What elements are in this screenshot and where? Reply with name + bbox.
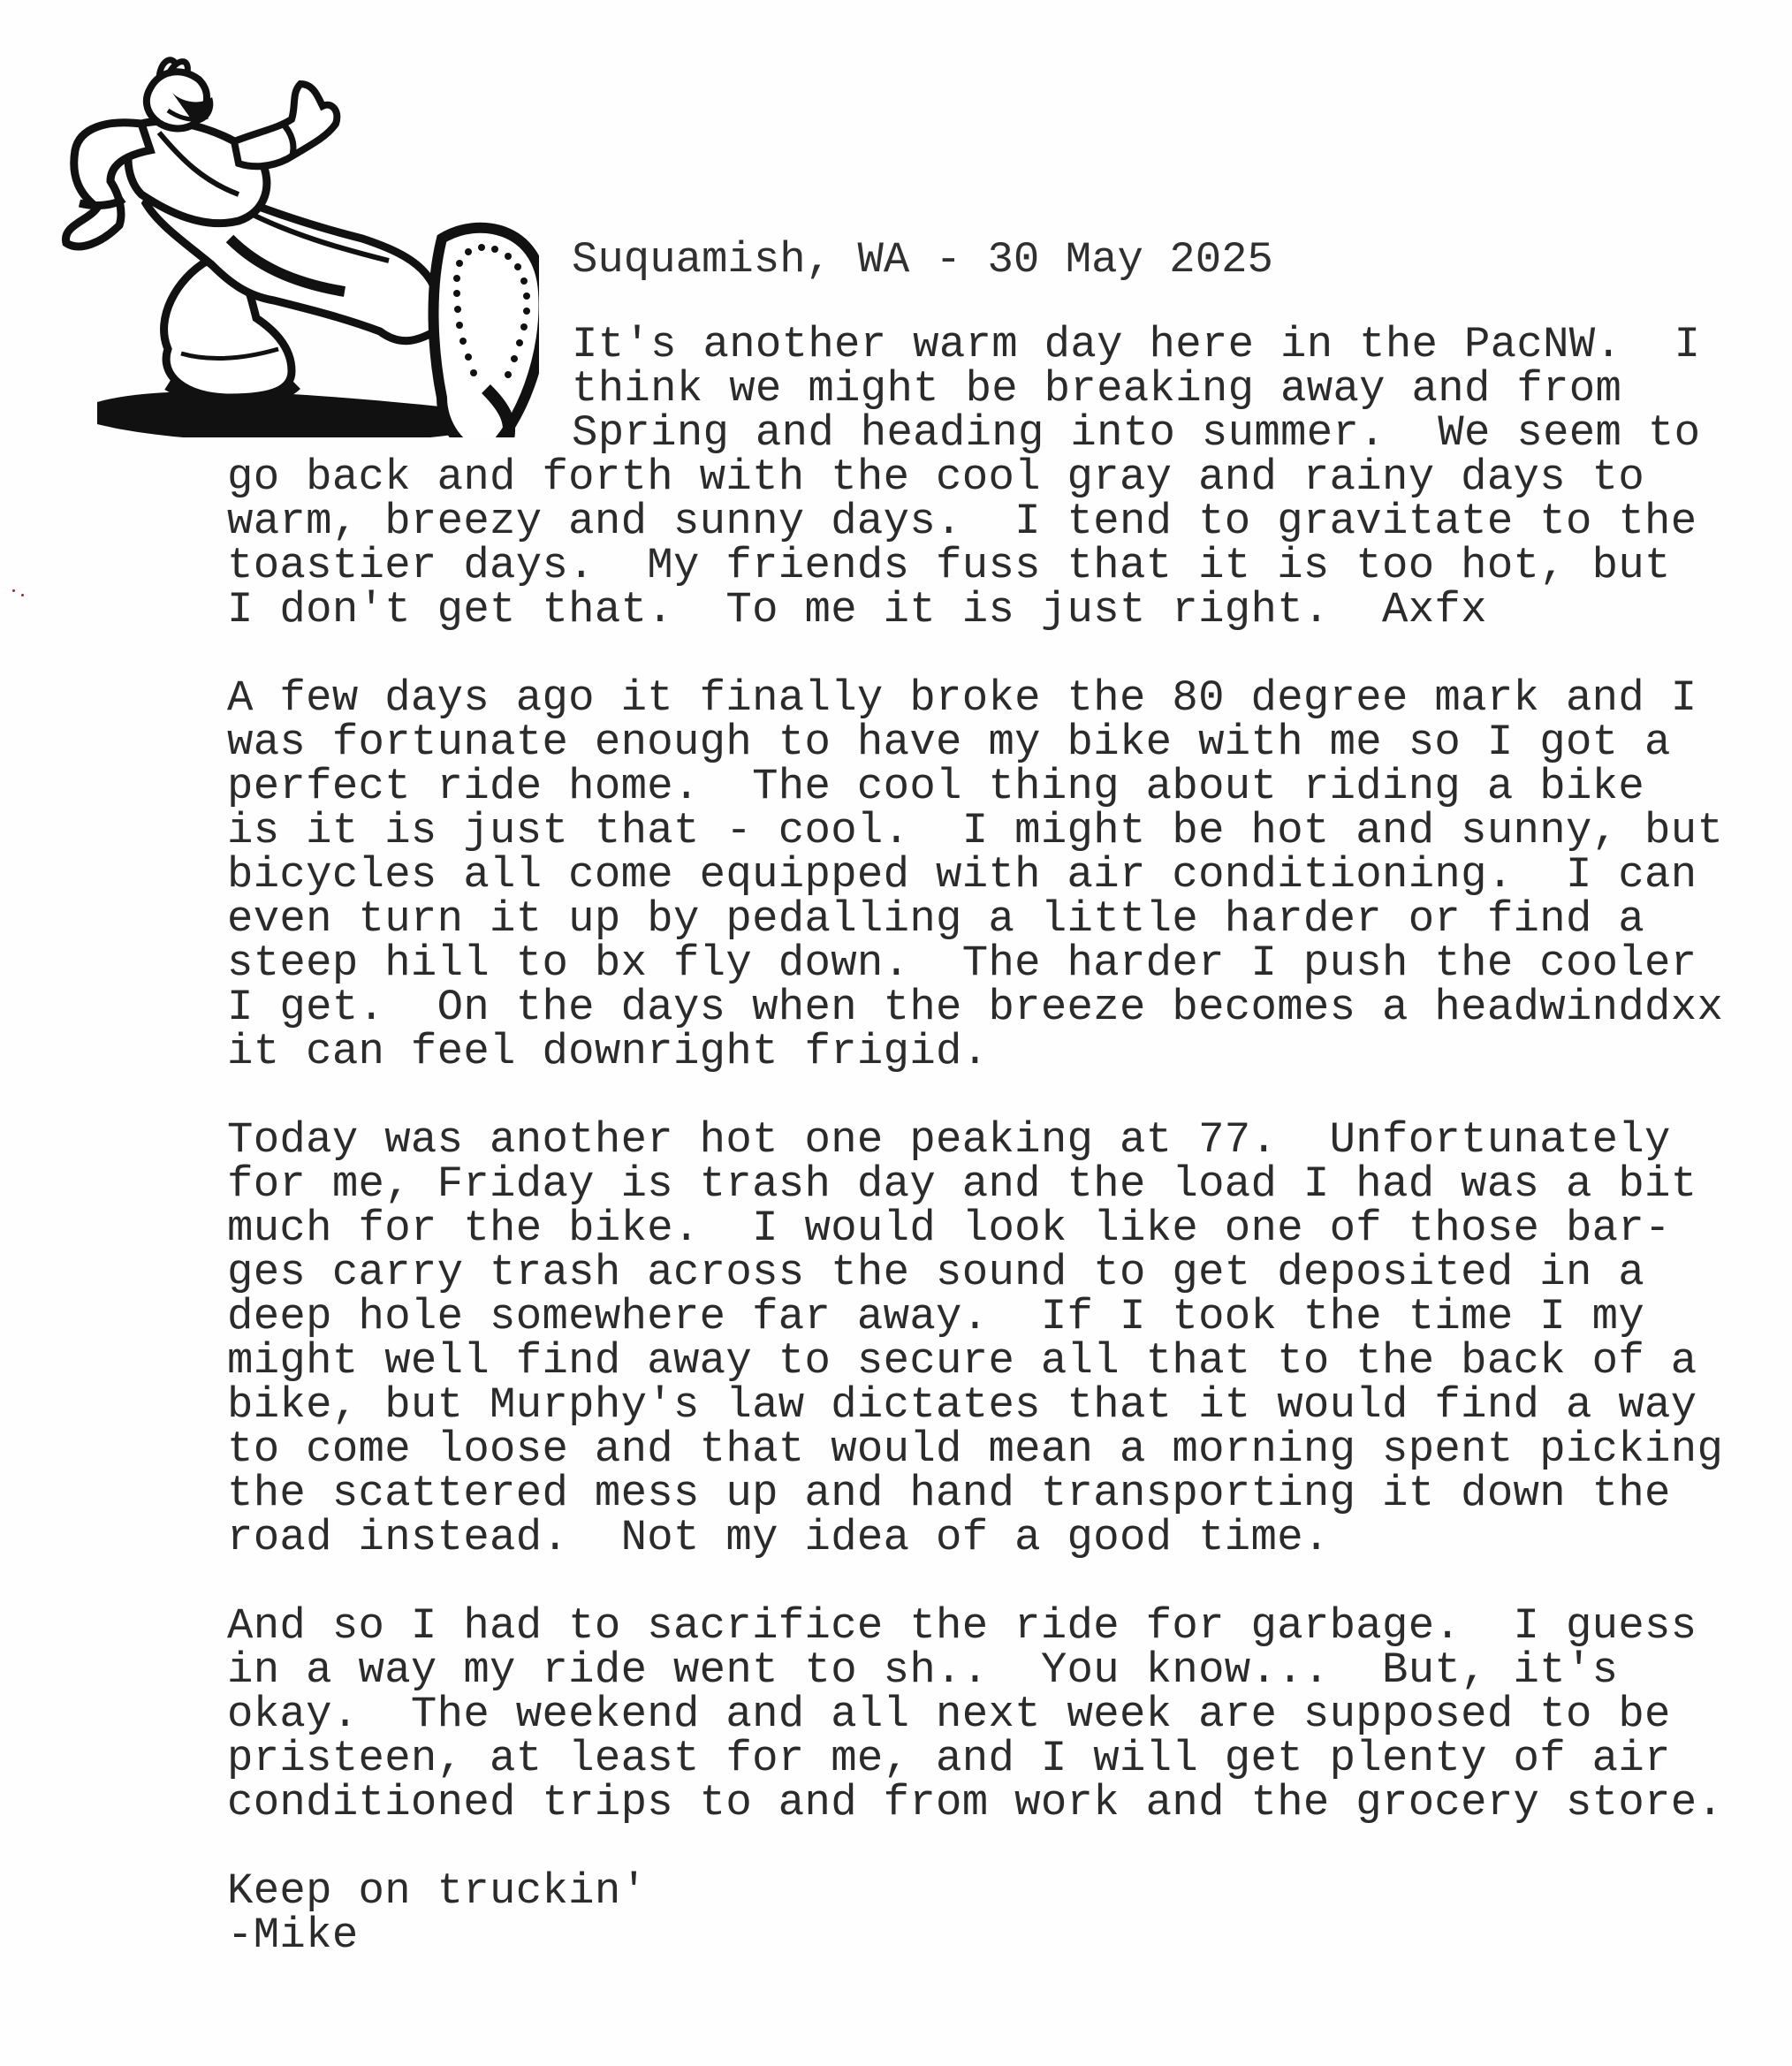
letter-line: steep hill to bx fly down. The harder I push the cooler [227, 938, 1697, 988]
letter-line: in a way my ride went to sh.. You know... But, it's [227, 1645, 1619, 1695]
letter-line: It's another warm day here in the PacNW. I [572, 320, 1701, 369]
letter-line: bike, but Murphy's law dictates that it would find a way [227, 1380, 1697, 1430]
letter-line: deep hole somewhere far away. If I took the time I my [227, 1292, 1645, 1341]
letter-line: Spring and heading into summer. We seem to [572, 408, 1701, 458]
letter-line: it can feel downright frigid. [227, 1027, 989, 1076]
letter-line: okay. The weekend and all next week are supposed to be [227, 1690, 1671, 1739]
letter-line: is it is just that - cool. I might be hot and sunny, but [227, 806, 1724, 855]
letter-line: even turn it up by pedalling a little harder or find a [227, 894, 1645, 944]
letter-line: think we might be breaking away and from [572, 364, 1622, 414]
letter-line: I don't get that. To me it is just right. Axfx [227, 585, 1487, 634]
letter-line: go back and forth with the cool gray and rainy days to [227, 452, 1645, 502]
letter-line: road instead. Not my idea of a good time. [227, 1513, 1330, 1562]
letter-line: perfect ride home. The cool thing about riding a bike [227, 762, 1645, 811]
ink-speck [12, 589, 15, 592]
letter-line: bicycles all come equipped with air conditioning. I can [227, 850, 1697, 900]
letter-line: conditioned trips to and from work and the grocery store. [227, 1778, 1724, 1827]
letter-line: warm, breezy and sunny days. I tend to gravitate to the [227, 497, 1697, 546]
ink-speck [21, 594, 24, 596]
letter-line: was fortunate enough to have my bike with me so I got a [227, 718, 1671, 767]
letter-line: I get. On the days when the breeze becomes a headwinddxx [227, 983, 1724, 1032]
letter-line: much for the bike. I would look like one of those bar- [227, 1204, 1671, 1253]
letter-line: pristeen, at least for me, and I will get plenty of air [227, 1734, 1671, 1783]
letter-line: the scattered mess up and hand transporting it down the [227, 1469, 1671, 1518]
signature: -Mike [227, 1910, 359, 1960]
dateline: Suquamish, WA - 30 May 2025 [572, 235, 1273, 285]
letter-line: ges carry trash across the sound to get deposited in a [227, 1248, 1645, 1297]
sign-off: Keep on truckin' [227, 1866, 648, 1916]
letter-line: for me, Friday is trash day and the load I had was a bit [227, 1159, 1697, 1209]
letter-line: A few days ago it finally broke the 80 degree mark and I [227, 673, 1697, 723]
trucking-man-icon [27, 35, 539, 437]
letter-line: to come loose and that would mean a morning spent picking [227, 1424, 1724, 1474]
letter-line: toastier days. My friends fuss that it is too hot, but [227, 541, 1671, 590]
letter-line: And so I had to sacrifice the ride for garbage. I guess [227, 1601, 1697, 1651]
letter-line: might well find away to secure all that to the back of a [227, 1336, 1697, 1386]
letter-line: Today was another hot one peaking at 77. Unfortunately [227, 1115, 1671, 1165]
